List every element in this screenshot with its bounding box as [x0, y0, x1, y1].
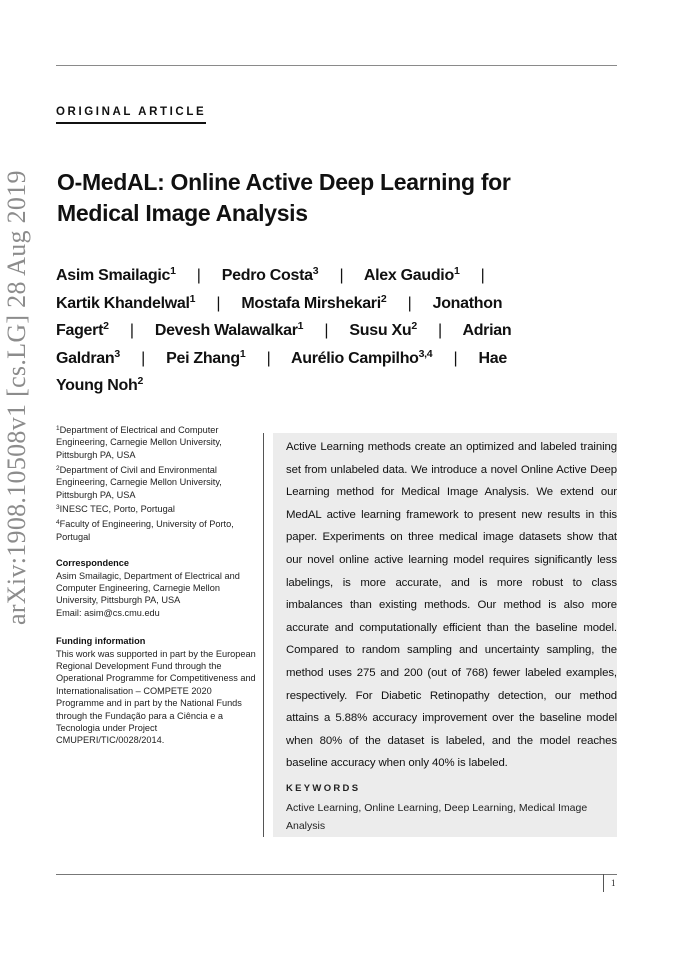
- affiliation-number: 2: [56, 464, 60, 472]
- author-name: Susu Xu: [349, 322, 412, 339]
- paper-title: O-MedAL: Online Active Deep Learning for Medical Image Analysis: [57, 169, 511, 226]
- keywords-text: Active Learning, Online Learning, Deep Learning, Medical Image Analysis: [286, 802, 588, 832]
- abstract-left-bar: [263, 433, 264, 837]
- author-name: Aurélio Campilho: [290, 349, 419, 367]
- author-name: Devesh Walawalkar: [154, 322, 298, 339]
- author-affiliation-marker: 1: [189, 292, 196, 305]
- author-name: Adrian Galdran: [56, 322, 512, 367]
- affiliation-1: [56, 424, 261, 461]
- funding-title: Funding information: [56, 636, 146, 647]
- author-affiliation-marker: 3: [114, 347, 120, 360]
- author-name: Mostafa Mirshekari: [241, 294, 381, 312]
- author-affiliation-marker: 1: [239, 347, 246, 360]
- arxiv-identifier-stamp: arXiv:1908.10508v1 [cs.LG] 28 Aug 2019: [2, 170, 31, 625]
- affiliation-text: INESC TEC, Porto, Portugal: [59, 504, 175, 515]
- author-name: Asim Smailagic: [56, 267, 171, 284]
- article-type-label: ORIGINAL ARTICLE: [56, 106, 206, 124]
- affiliation-text: Department of Civil and Environmental Engineering, Carnegie Mellon University, Pittsburgh PA, USA: [56, 464, 222, 500]
- author-separator: |: [196, 267, 201, 284]
- author-affiliation-marker: 2: [137, 375, 143, 387]
- author-name: Pei Zhang: [166, 349, 240, 367]
- author-affiliation-marker: 1: [297, 320, 304, 332]
- author-name: Alex Gaudio: [363, 267, 454, 284]
- author-affiliation-marker: 2: [380, 292, 387, 305]
- author-affiliation-marker: 1: [453, 265, 460, 277]
- author-name: Kartik Khandelwal: [56, 294, 190, 312]
- author-separator: |: [216, 294, 221, 312]
- author-separator: |: [266, 349, 271, 367]
- footer-rule: [56, 874, 617, 875]
- author-affiliation-marker: 2: [103, 320, 109, 332]
- author-separator: |: [141, 349, 145, 367]
- author-list: [56, 262, 526, 400]
- abstract-text: Active Learning methods create an optimized and labeled training set from unlabeled data. We introduce a novel Online Active Deep Learning method for Medical Image Analysis. We extend our MedAL active learning framework to present new results in this paper. Experiments on three medical image datasets show that our novel online active learning model requires significantly less labelings, is more accurate, and is more robust to class imbalances than existing methods. Our method is also more accurate and computationally efficient than the baseline model. Compared to random sampling and uncertainty sampling, the method uses 275 and 200 (out of 768) fewer labeled examples, respectively. For Diabetic Retinopathy detection, our method attains a 5.88% accuracy improvement over the baseline model when 80% of the dataset is labeled, and the model reaches baseline accuracy when only 40% is labeled.: [286, 441, 617, 770]
- author-name: Jonathon Fagert: [56, 294, 503, 339]
- correspondence-text: Asim Smailagic, Department of Electrical and Computer Engineering, Carnegie Mellon University, Pittsburgh PA, USA: [56, 570, 240, 606]
- affiliation-text: Faculty of Engineering, University of Porto, Portugal: [56, 519, 234, 542]
- author-affiliation-marker: 3,4: [418, 347, 433, 360]
- author-separator: |: [339, 267, 344, 284]
- page-number-divider: [603, 874, 604, 892]
- author-separator: |: [438, 322, 442, 339]
- header-rule: [56, 65, 617, 66]
- correspondence-block: [56, 557, 261, 619]
- affiliation-2: [56, 464, 261, 501]
- affiliation-number: 4: [56, 519, 60, 527]
- correspondence-title: Correspondence: [56, 558, 130, 569]
- author-separator: |: [407, 294, 412, 312]
- sidebar-info: [56, 424, 261, 747]
- author-affiliation-marker: 3: [312, 265, 319, 277]
- correspondence-email[interactable]: Email: asim@cs.cmu.edu: [56, 607, 160, 618]
- author-affiliation-marker: 1: [170, 265, 176, 277]
- author-name: Pedro Costa: [221, 267, 313, 284]
- affiliation-text: Department of Electrical and Computer Engineering, Carnegie Mellon University, Pittsburgh PA, USA: [56, 425, 222, 460]
- funding-block: [56, 635, 261, 747]
- page-number: 1: [611, 878, 616, 888]
- author-affiliation-marker: 2: [411, 320, 417, 332]
- funding-text: This work was supported in part by the European Regional Development Fund through the Operational Programme for Competitiveness and Internationalisation – COMPETE 2020 Programme and in part by the National Funds through the Fundação para a Ciência e a Tecnologia under Project CMUPERI/TIC/0028/2014.: [56, 648, 256, 746]
- author-separator: |: [480, 267, 485, 284]
- affiliation-3: [56, 503, 261, 515]
- keywords-title: KEYWORDS: [286, 783, 361, 794]
- author-separator: |: [129, 322, 134, 339]
- affiliation-number: 1: [56, 425, 60, 432]
- author-separator: |: [453, 349, 458, 367]
- affiliation-number: 3: [56, 504, 60, 512]
- author-separator: |: [324, 322, 329, 339]
- affiliation-4: [56, 518, 261, 543]
- affiliations: [56, 424, 261, 543]
- author-name: Hae Young Noh: [56, 349, 507, 394]
